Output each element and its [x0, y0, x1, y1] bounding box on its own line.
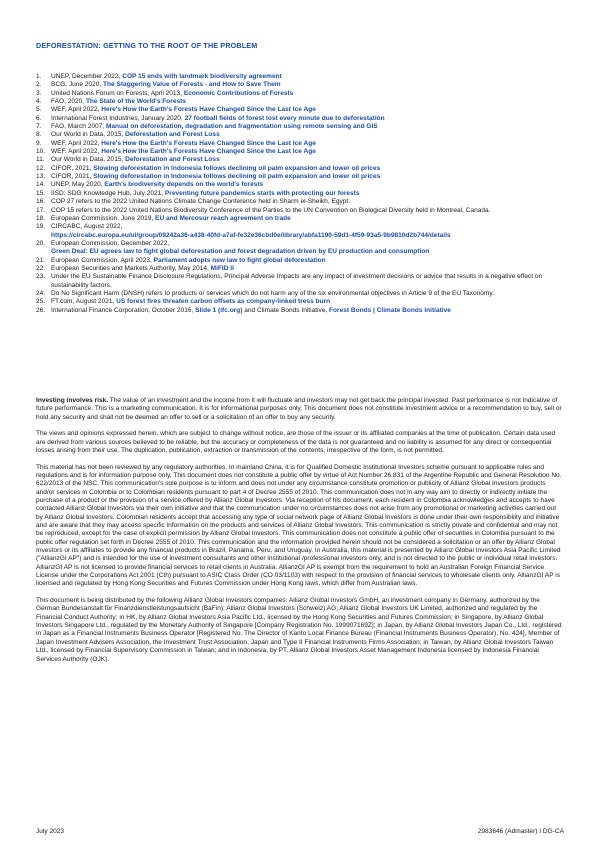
reference-source: Under the EU Sustainable Finance Disclosure Regulations, Principal Adverse Impacts are any impact of investment decisions or advice that results in a negative effect on sustainability factors.	[51, 273, 543, 289]
reference-item	[36, 215, 564, 223]
reference-link[interactable]: Slowing deforestation in Indonesia follows declining oil palm expansion and lower oil prices	[93, 164, 381, 172]
reference-item	[36, 290, 564, 298]
reference-number: 15.	[36, 189, 46, 197]
reference-item	[36, 181, 564, 189]
reference-link[interactable]: US forest fires threaten carbon offsets as company-linked tress burn	[116, 298, 331, 306]
reference-source: FAO, March 2007,	[51, 123, 106, 131]
reference-number: 3.	[36, 89, 42, 97]
risk-warning-lead: Investing involves risk.	[36, 397, 109, 404]
reference-item	[36, 156, 564, 164]
reference-item	[36, 257, 564, 265]
reference-item	[36, 123, 564, 131]
reference-source: United Nations Forum on Forests, April 2013,	[51, 89, 184, 97]
reference-item	[36, 148, 564, 156]
reference-link[interactable]: Here's How the Earth's Forests Have Changed Since the Last Ice Age	[101, 106, 316, 114]
reference-item	[36, 190, 564, 198]
reference-item	[36, 298, 564, 306]
reference-link[interactable]: Manual on deforestation, degradation and fragmentation using remote sensing and GIS	[105, 123, 378, 131]
reference-link[interactable]: Here's How the Earth's Forests Have Changed Since the Last Ice Age	[101, 148, 316, 156]
reference-item	[36, 165, 564, 173]
reference-link[interactable]: MiFID II	[210, 264, 234, 272]
reference-item	[36, 223, 564, 240]
reference-source: CIFOR, 2021,	[51, 164, 94, 172]
reference-link[interactable]: COP 15 ends with landmark biodiversity agreement	[122, 73, 282, 80]
reference-number: 1.	[36, 73, 42, 80]
reference-number: 24.	[36, 289, 46, 297]
reference-link[interactable]: Deforestation and Forest Loss	[125, 131, 220, 139]
reference-source: FAO, 2020,	[51, 98, 86, 106]
disclaimer-paragraph-1	[36, 397, 564, 422]
reference-link[interactable]: Earth's biodiversity depends on the world's forests	[104, 181, 264, 189]
header-subtitle: GETTING TO THE ROOT OF THE PROBLEM	[100, 41, 258, 50]
reference-number: 22.	[36, 264, 46, 272]
reference-item	[36, 81, 564, 89]
reference-number: 2.	[36, 81, 42, 89]
disclaimer	[36, 397, 564, 672]
risk-warning-text: The value of an investment and the income from it will fluctuate and investors may not get back the principal invested. Past performance is not indicative of future performance. This is a marketing communication. It is for informational purposes only. This document does not constitute investment advice or a recommendation to buy, sell or hold any security and shall not be deemed an offer to sell or a solicitation of an offer to buy any security.	[36, 397, 562, 421]
reference-source: European Commission, December 2022,	[51, 239, 170, 247]
reference-number: 8.	[36, 131, 42, 139]
reference-source: CIFOR, 2021,	[51, 173, 94, 181]
reference-item	[36, 106, 564, 114]
reference-link[interactable]: Parliament adopts new law to fight global deforestation	[153, 256, 326, 264]
reference-number: 20.	[36, 239, 46, 247]
reference-source: IISD: SDG Knowledge Hub, July 2021,	[51, 189, 165, 197]
reference-link[interactable]: Preventing future pandemics starts with protecting our forests	[164, 189, 360, 197]
reference-link-secondary[interactable]: Forest Bonds | Climate Bonds Initiative	[329, 306, 451, 314]
reference-source: WEF, April 2022,	[51, 139, 102, 147]
reference-source: COP 27 refers to the 2022 United Nations Climate Change Conference held in Sharm el-Sheikh, Egypt.	[51, 198, 351, 206]
reference-source: CIRCABC, August 2022,	[51, 223, 123, 231]
reference-item	[36, 90, 564, 98]
reference-number: 25.	[36, 298, 46, 306]
reference-number: 7.	[36, 123, 42, 131]
reference-source: European Securities and Markets Authority, May 2014,	[51, 264, 211, 272]
reference-source: European Commission, June 2019,	[51, 214, 156, 222]
reference-link[interactable]: Economic Contributions of Forests	[183, 89, 294, 97]
reference-link[interactable]: The Staggering Value of Forests - and How to Save Them	[103, 81, 281, 89]
reference-number: 12.	[36, 164, 46, 172]
disclaimer-paragraph-2: The views and opinions expressed herein, which are subject to change without notice, are those of the issuer or its affiliated companies at the time of publication. Certain data used are derived from various sources believed to be reliable, but the accuracy or completeness of the data is not guaranteed and no liability is assumed for any direct or consequential losses arising from their use. The duplication, publication, extraction or transmission of the contents, irrespective of the form, is not permitted.	[36, 430, 556, 455]
reference-source: WEF, April 2022,	[51, 106, 102, 114]
reference-source: UNEP, May 2020,	[51, 181, 105, 189]
reference-item	[36, 173, 564, 181]
reference-link[interactable]: The State of the World's Forests	[85, 98, 186, 106]
header-topic: DEFORESTATION:	[36, 41, 101, 50]
reference-number: 23.	[36, 273, 46, 281]
reference-link[interactable]: EU and Mercosur reach agreement on trade	[155, 214, 291, 222]
reference-source: European Commission, April 2023,	[51, 256, 154, 264]
reference-source: FT.com, August 2021,	[51, 298, 117, 306]
reference-number: 9.	[36, 139, 42, 147]
reference-source: International Finance Corporation, October 2016,	[51, 306, 196, 314]
reference-source-continued: and Climate Bonds Initiative,	[242, 306, 330, 314]
reference-item	[36, 198, 564, 206]
reference-link[interactable]: Slide 1 (ifc.org)	[195, 306, 243, 314]
reference-source: Do No Significant Harm (DNSH) refers to products or services which do not harm any of the six environmental objectives in Article 9 of the EU Taxonomy.	[51, 289, 494, 297]
reference-link[interactable]: Slowing deforestation in Indonesia follows declining oil palm expansion and lower oil prices	[93, 173, 381, 181]
reference-link[interactable]: Here's How the Earth's Forests Have Changed Since the Last Ice Age	[101, 139, 316, 147]
reference-number: 19.	[36, 223, 46, 231]
reference-source: UNEP, December 2022,	[51, 73, 123, 80]
reference-source: COP 15 refers to the 2022 United Nations Biodiversity Conference of the Parties to the UN Convention on Biological Diversity held in Montreal, Canada.	[51, 206, 491, 214]
reference-link[interactable]: Deforestation and Forest Loss	[125, 156, 220, 164]
reference-link[interactable]: https://circabc.europa.eu/ui/group/09242a36-a438-40fd-a7af-fe32e36cbd0e/library/abfa1190-59d1-4f59-93a5-9b9810d2b744/details	[51, 231, 451, 239]
reference-link[interactable]: 27 football fields of forest lost every minute due to deforestation	[184, 114, 385, 122]
reference-number: 4.	[36, 98, 42, 106]
reference-source: Our World in Data, 2015,	[51, 156, 126, 164]
reference-number: 21.	[36, 256, 46, 264]
reference-number: 11.	[36, 156, 45, 164]
reference-number: 6.	[36, 114, 42, 122]
reference-number: 14.	[36, 181, 46, 189]
reference-source: WEF, April 2022,	[51, 148, 102, 156]
reference-item	[36, 131, 564, 139]
reference-item	[36, 265, 564, 273]
reference-number: 17.	[36, 206, 46, 214]
reference-source: Our World in Data, 2015,	[51, 131, 126, 139]
reference-item	[36, 207, 564, 215]
reference-item	[36, 73, 564, 81]
reference-number: 13.	[36, 173, 46, 181]
reference-item	[36, 140, 564, 148]
reference-source: BCG, June 2020,	[51, 81, 104, 89]
reference-source: International Forest Industries, January 2020,	[51, 114, 185, 122]
reference-number: 5.	[36, 106, 42, 114]
page-header	[36, 41, 257, 50]
reference-item	[36, 273, 564, 290]
disclaimer-paragraph-4: This document is being distributed by the following Allianz Global Investors companies: Allianz Global Investors GmbH, an investment company in Germany, authorized by the German Bundesanstalt für Finanzdienstleistungsaufsicht (BaFin); Allianz Global Investors (Schweiz) AG; Allianz Global Investors UK Limited, authorized and regulated by the Financial Conduct Authority; in HK, by Allianz Global Investors Asia Pacific Ltd., licensed by the Hong Kong Securities and Futures Commission; in Singapore, by Allianz Global Investors Singapore Ltd., regulated by the Monetary Authority of Singapore [Company Registration No. 199907169Z]; in Japan, by Allianz Global Investors Japan Co., Ltd., registered in Japan as a Financial Instruments Business Operator [Registered No. The Director of Kanto Local Finance Bureau (Financial Instruments Business Operator), No. 424], Member of Japan Investment Advisers Association, the Investment Trust Association, Japan and Type II Financial Instruments Firms Association; in Taiwan, by Allianz Global Investors Taiwan Ltd., licensed by Financial Supervisory Commission in Taiwan; and in Indonesia, by PT. Allianz Global Investors Asset Management Indonesia licensed by Indonesia Financial Services Authority (OJK).	[36, 597, 562, 663]
reference-number: 26.	[36, 306, 46, 314]
reference-item	[36, 307, 564, 315]
disclaimer-paragraph-3: This material has not been reviewed by any regulatory authorities. In mainland China, it is for Qualified Domestic Institutional Investors scheme pursuant to applicable rules and regulations and is for information purpose only. This document does not constitute a public offer by virtue of Act Number 26.831 of the Argentine Republic and General Resolution No. 622/2013 of the NSC. This communication's sole purpose is to inform and does not under any circumstance constitute promotion or publicity of Allianz Global Investors products and/or services in Colombia or to Colombian residents pursuant to part 4 of Decree 2555 of 2010. This communication does not in any way aim to directly or indirectly initiate the purchase of a product or the provision of a service offered by Allianz Global Investors. Via reception of his document, each resident in Colombia acknowledges and accepts to have contacted Allianz Global Investors via their own initiative and that the communication under no circumstances does not arise from any promotional or marketing activities carried out by Allianz Global Investors. Colombian residents accept that accessing any type of social network page of Allianz Global Investors is done under their own responsibility and initiative and are aware that they may access specific information on the products and services of Allianz Global Investors. This communication is strictly private and confidential and may not be reproduced, except for the case of explicit permission by Allianz Global Investors. This communication does not constitute a public offer of securities in Colombia pursuant to the public offer regulation set forth in Decree 2555 of 2010. This communication and the information provided herein should not be considered a solicitation or an offer by Allianz Global Investors or its affiliates to provide any financial products in Brazil, Panama, Peru, and Uruguay. In Australia, this material is presented by Allianz Global Investors Asia Pacific Limited ("AllianzGI AP") and is intended for the use of investment consultants and other institutional /professional investors only, and is not directed to the public or individual retail investors. AllianzGI AP is not licensed to provide financial services to retail clients in Australia. AllianzGI AP is exempt from the requirement to hold an Australian Foreign Financial Service License under the Corporations Act 2001 (Cth) pursuant to ASIC Class Order (CO 03/1103) with respect to the provision of financial services to wholesale clients only. AllianzGI AP is licensed and regulated by Hong Kong Securities and Futures Commission under Hong Kong laws, which differ from Australian laws.	[36, 463, 562, 588]
reference-link[interactable]: Green Deal: EU agrees law to fight global deforestation and forest degradation driven by EU production and consumption	[51, 248, 430, 256]
reference-number: 16.	[36, 198, 46, 206]
reference-item	[36, 115, 564, 123]
reference-item	[36, 240, 564, 257]
reference-number: 18.	[36, 214, 46, 222]
footer-date: July 2023	[36, 828, 65, 835]
references-list	[36, 73, 564, 315]
footer-document-code: 2983646 (Admaster) I DG-CA	[477, 828, 564, 835]
reference-number: 10.	[36, 148, 46, 156]
reference-item	[36, 98, 564, 106]
